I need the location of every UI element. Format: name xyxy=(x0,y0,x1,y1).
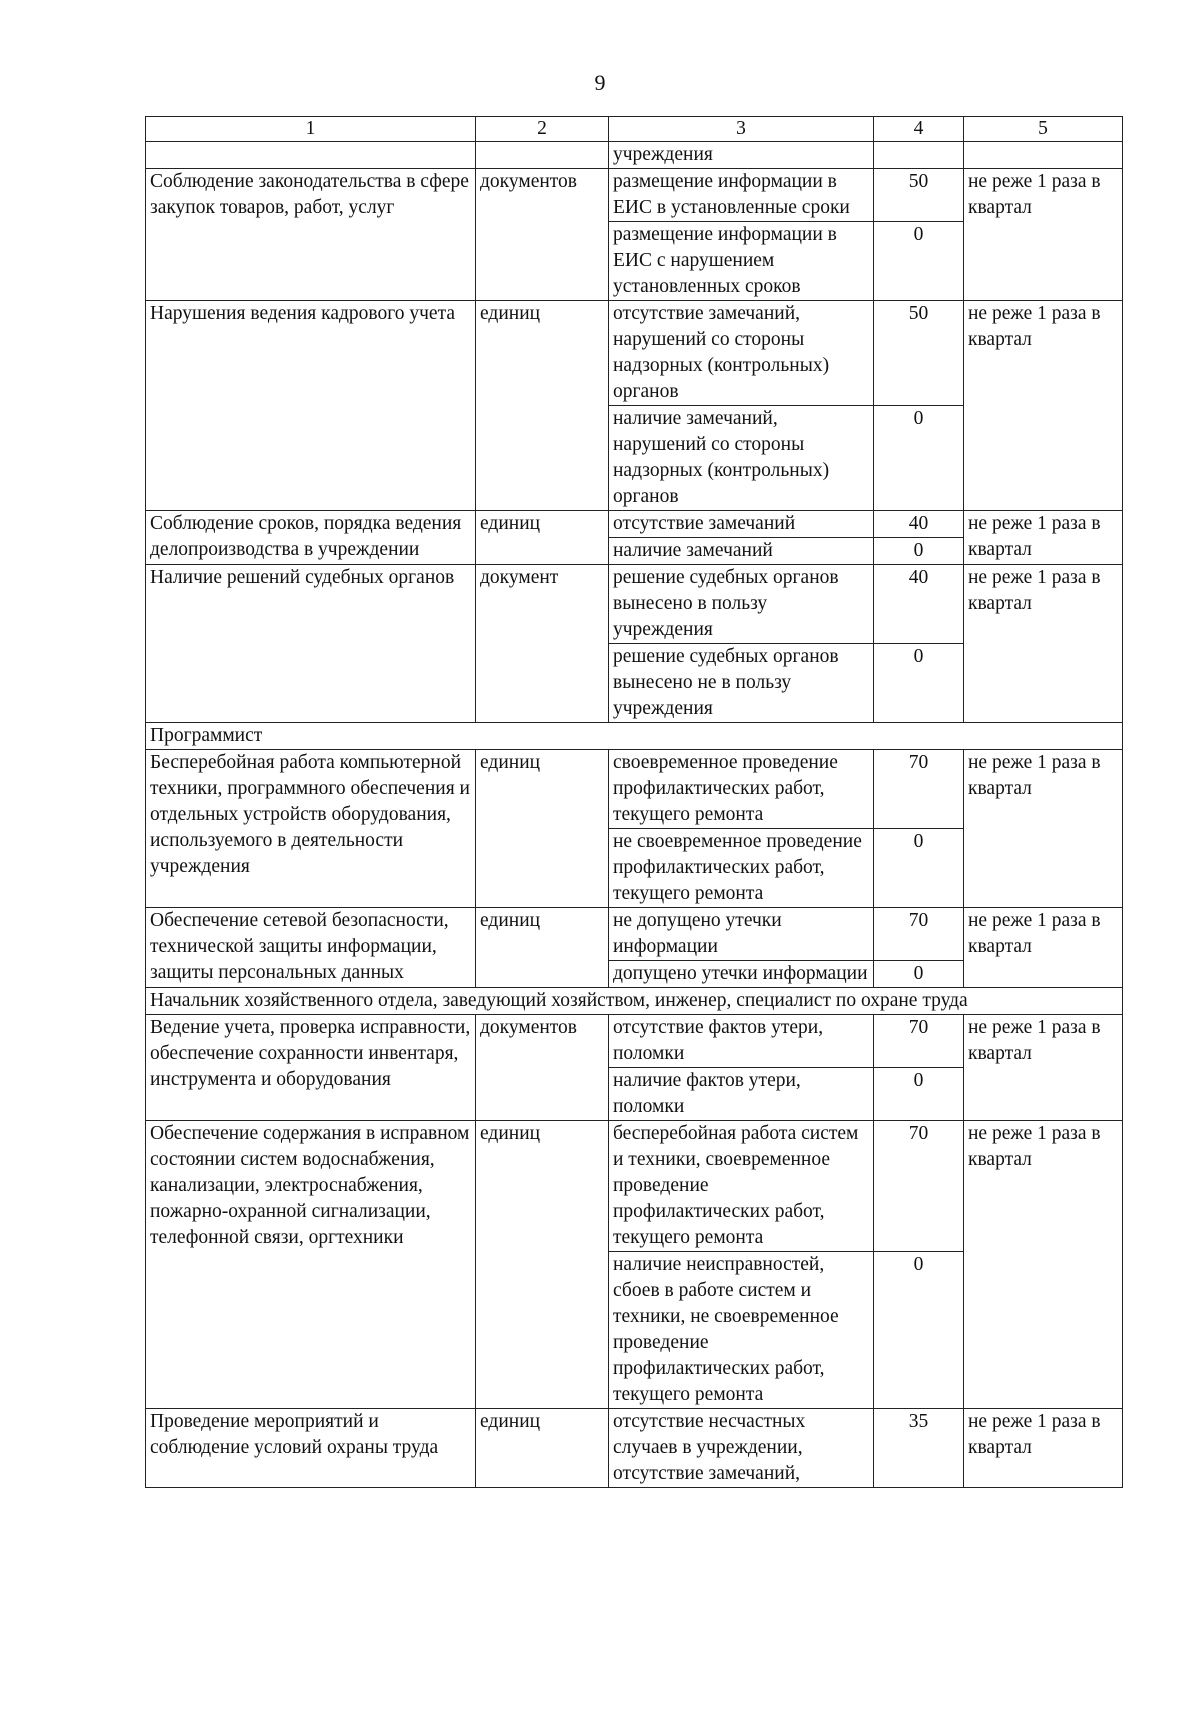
unit-cell: документов xyxy=(476,1015,609,1121)
column-number: 4 xyxy=(874,117,964,142)
table-row xyxy=(146,1121,1123,1252)
points-cell: 70 xyxy=(874,1015,964,1068)
criterion-cell: наличие неисправностей, сбоев в работе систем и техники, не своевременное проведение профилактических работ, текущего ремонта xyxy=(609,1252,874,1409)
table-row xyxy=(146,908,1123,961)
unit-cell: единиц xyxy=(476,908,609,988)
indicator-cell: Наличие решений судебных органов xyxy=(146,565,476,723)
unit-cell: документов xyxy=(476,169,609,301)
unit-cell: единиц xyxy=(476,511,609,565)
unit-cell: единиц xyxy=(476,750,609,908)
table-row xyxy=(146,1409,1123,1488)
criterion-cell: размещение информации в ЕИС с нарушением установленных сроков xyxy=(609,222,874,301)
column-number: 3 xyxy=(609,117,874,142)
points-cell: 50 xyxy=(874,169,964,222)
frequency-cell: не реже 1 раза в квартал xyxy=(964,750,1123,908)
points-cell: 0 xyxy=(874,222,964,301)
criterion-cell: не допущено утечки информации xyxy=(609,908,874,961)
indicator-cell: Обеспечение сетевой безопасности, технической защиты информации, защиты персональных данных xyxy=(146,908,476,988)
criterion-cell: учреждения xyxy=(609,142,874,169)
criteria-table xyxy=(145,116,1123,1488)
criterion-cell: отсутствие замечаний, нарушений со стороны надзорных (контрольных) органов xyxy=(609,301,874,406)
criterion-cell: своевременное проведение профилактических работ, текущего ремонта xyxy=(609,750,874,829)
table-row xyxy=(146,1015,1123,1068)
points-cell: 0 xyxy=(874,406,964,511)
criterion-cell: наличие фактов утери, поломки xyxy=(609,1068,874,1121)
criterion-cell: не своевременное проведение профилактических работ, текущего ремонта xyxy=(609,829,874,908)
criterion-cell: отсутствие несчастных случаев в учреждении, отсутствие замечаний, xyxy=(609,1409,874,1488)
unit-cell: документ xyxy=(476,565,609,723)
criterion-cell: размещение информации в ЕИС в установленные сроки xyxy=(609,169,874,222)
unit-cell: единиц xyxy=(476,1121,609,1409)
unit-cell: единиц xyxy=(476,301,609,511)
criterion-cell: решение судебных органов вынесено в пользу учреждения xyxy=(609,565,874,644)
points-cell: 70 xyxy=(874,908,964,961)
indicator-cell: Соблюдение сроков, порядка ведения делопроизводства в учреждении xyxy=(146,511,476,565)
page-number: 9 xyxy=(594,70,606,95)
points-cell: 0 xyxy=(874,1068,964,1121)
points-cell: 70 xyxy=(874,1121,964,1252)
frequency-cell: не реже 1 раза в квартал xyxy=(964,169,1123,301)
section-title-programmer: Программист xyxy=(146,723,1123,750)
criterion-cell: отсутствие замечаний xyxy=(609,511,874,538)
frequency-cell: не реже 1 раза в квартал xyxy=(964,565,1123,723)
table-row xyxy=(146,565,1123,644)
frequency-cell: не реже 1 раза в квартал xyxy=(964,511,1123,565)
points-cell: 0 xyxy=(874,829,964,908)
criterion-cell: отсутствие фактов утери, поломки xyxy=(609,1015,874,1068)
table-row xyxy=(146,750,1123,829)
table-row xyxy=(146,301,1123,406)
criterion-cell: наличие замечаний xyxy=(609,538,874,565)
table-row xyxy=(146,511,1123,538)
frequency-cell: не реже 1 раза в квартал xyxy=(964,908,1123,988)
points-cell: 70 xyxy=(874,750,964,829)
frequency-cell: не реже 1 раза в квартал xyxy=(964,1015,1123,1121)
indicator-cell: Обеспечение содержания в исправном состоянии систем водоснабжения, канализации, электроснабжения, пожарно-охранной сигнализации, телефонной связи, оргтехники xyxy=(146,1121,476,1409)
section-row xyxy=(146,723,1123,750)
table-row xyxy=(146,142,1123,169)
column-number: 2 xyxy=(476,117,609,142)
criterion-cell: бесперебойная работа систем и техники, своевременное проведение профилактических работ, текущего ремонта xyxy=(609,1121,874,1252)
frequency-cell: не реже 1 раза в квартал xyxy=(964,1409,1123,1488)
indicator-cell: Соблюдение законодательства в сфере закупок товаров, работ, услуг xyxy=(146,169,476,301)
points-cell: 40 xyxy=(874,565,964,644)
indicator-cell: Ведение учета, проверка исправности, обеспечение сохранности инвентаря, инструмента и оборудования xyxy=(146,1015,476,1121)
column-numbers-row xyxy=(146,117,1123,142)
column-number: 5 xyxy=(964,117,1123,142)
criterion-cell: допущено утечки информации xyxy=(609,961,874,988)
points-cell: 50 xyxy=(874,301,964,406)
column-number: 1 xyxy=(146,117,476,142)
points-cell: 40 xyxy=(874,511,964,538)
points-cell: 0 xyxy=(874,961,964,988)
unit-cell: единиц xyxy=(476,1409,609,1488)
indicator-cell: Проведение мероприятий и соблюдение условий охраны труда xyxy=(146,1409,476,1488)
section-title-household: Начальник хозяйственного отдела, заведующий хозяйством, инженер, специалист по охране труда xyxy=(146,988,1123,1015)
table-row xyxy=(146,169,1123,222)
section-row xyxy=(146,988,1123,1015)
frequency-cell: не реже 1 раза в квартал xyxy=(964,301,1123,511)
indicator-cell: Бесперебойная работа компьютерной техники, программного обеспечения и отдельных устройств оборудования, используемого в деятельности учреждения xyxy=(146,750,476,908)
criterion-cell: решение судебных органов вынесено не в пользу учреждения xyxy=(609,644,874,723)
frequency-cell: не реже 1 раза в квартал xyxy=(964,1121,1123,1409)
points-cell: 0 xyxy=(874,1252,964,1409)
points-cell: 0 xyxy=(874,538,964,565)
indicator-cell: Нарушения ведения кадрового учета xyxy=(146,301,476,511)
points-cell: 35 xyxy=(874,1409,964,1488)
points-cell: 0 xyxy=(874,644,964,723)
criterion-cell: наличие замечаний, нарушений со стороны надзорных (контрольных) органов xyxy=(609,406,874,511)
